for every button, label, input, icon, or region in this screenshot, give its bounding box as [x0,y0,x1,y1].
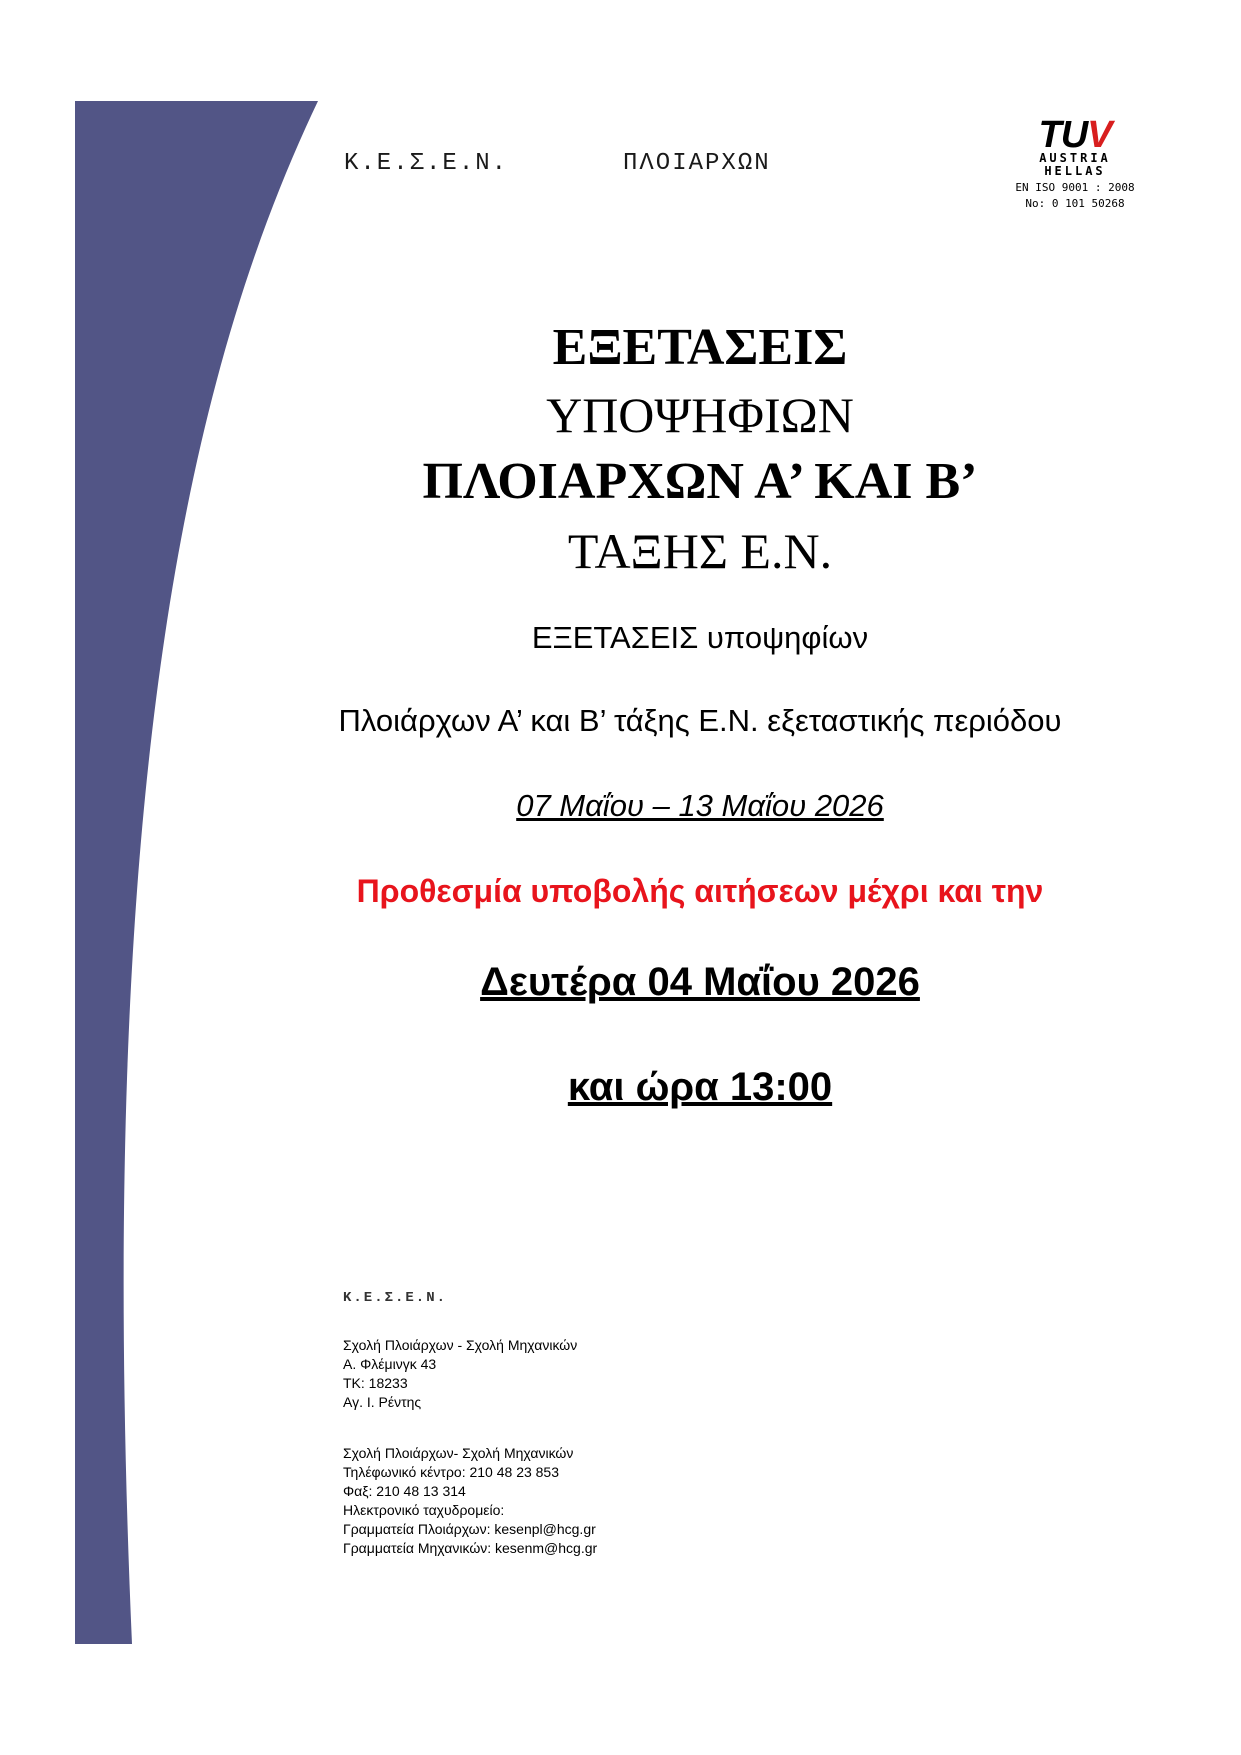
footer-org: Κ.Ε.Σ.Ε.Ν. [343,1290,448,1306]
address-line: Α. Φλέμινγκ 43 [343,1356,437,1372]
title-line-3: ΠΛΟΙΑΡΧΩΝ Α’ ΚΑΙ Β’ [422,453,978,510]
tuv-logo [1010,114,1140,212]
contact-fax: Φαξ: 210 48 13 314 [343,1483,466,1499]
contact-phone: Τηλέφωνικό κέντρο: 210 48 23 853 [343,1464,560,1480]
deadline-date: Δευτέρα 04 Μαΐου 2026 [480,960,920,1004]
footer-address [343,1336,577,1412]
footer-contact [343,1444,597,1558]
exam-description: Πλοιάρχων Α’ και Β’ τάξης Ε.Ν. εξεταστικής περιόδου [338,703,1062,738]
title-line-4: ΤΑΞΗΣ Ε.Ν. [567,523,833,579]
exam-period: 07 Μαΐου – 13 Μαΐου 2026 [516,788,884,823]
certificate-number: No: 0 101 50268 [1025,197,1125,210]
exam-subtitle: ΕΞΕΤΑΣΕΙΣ υποψηφίων [531,620,869,655]
contact-line: Ηλεκτρονικό ταχυδρομείο: [343,1502,505,1518]
tuv-brand: TUV [1038,114,1112,156]
deadline-intro: Προθεσμία υποβολής αιτήσεων μέχρι και την [356,873,1044,909]
deadline-time: και ώρα 13:00 [567,1065,833,1109]
tuv-austria: AUSTRIA [1039,151,1111,165]
iso-certification: EN ISO 9001 : 2008 [1015,181,1135,194]
contact-email-engineers[interactable]: Γραμματεία Μηχανικών: kesenm@hcg.gr [343,1540,598,1556]
contact-email-captains[interactable]: Γραμματεία Πλοιάρχων: kesenpl@hcg.gr [343,1521,596,1537]
header-org: Κ.Ε.Σ.Ε.Ν. [344,150,509,177]
header-school: ΠΛΟΙΑΡΧΩΝ [623,150,771,177]
address-line: Αγ. Ι. Ρέντης [343,1394,422,1410]
title-line-2: ΥΠΟΨΗΦΙΩΝ [546,387,854,443]
title-line-1: ΕΞΕΤΑΣΕΙΣ [552,319,848,376]
tuv-hellas: HELLAS [1044,164,1106,178]
contact-line: Σχολή Πλοιάρχων- Σχολή Μηχανικών [343,1445,574,1461]
address-line: Σχολή Πλοιάρχων - Σχολή Μηχανικών [343,1337,578,1353]
address-line: ΤΚ: 18233 [343,1375,408,1391]
